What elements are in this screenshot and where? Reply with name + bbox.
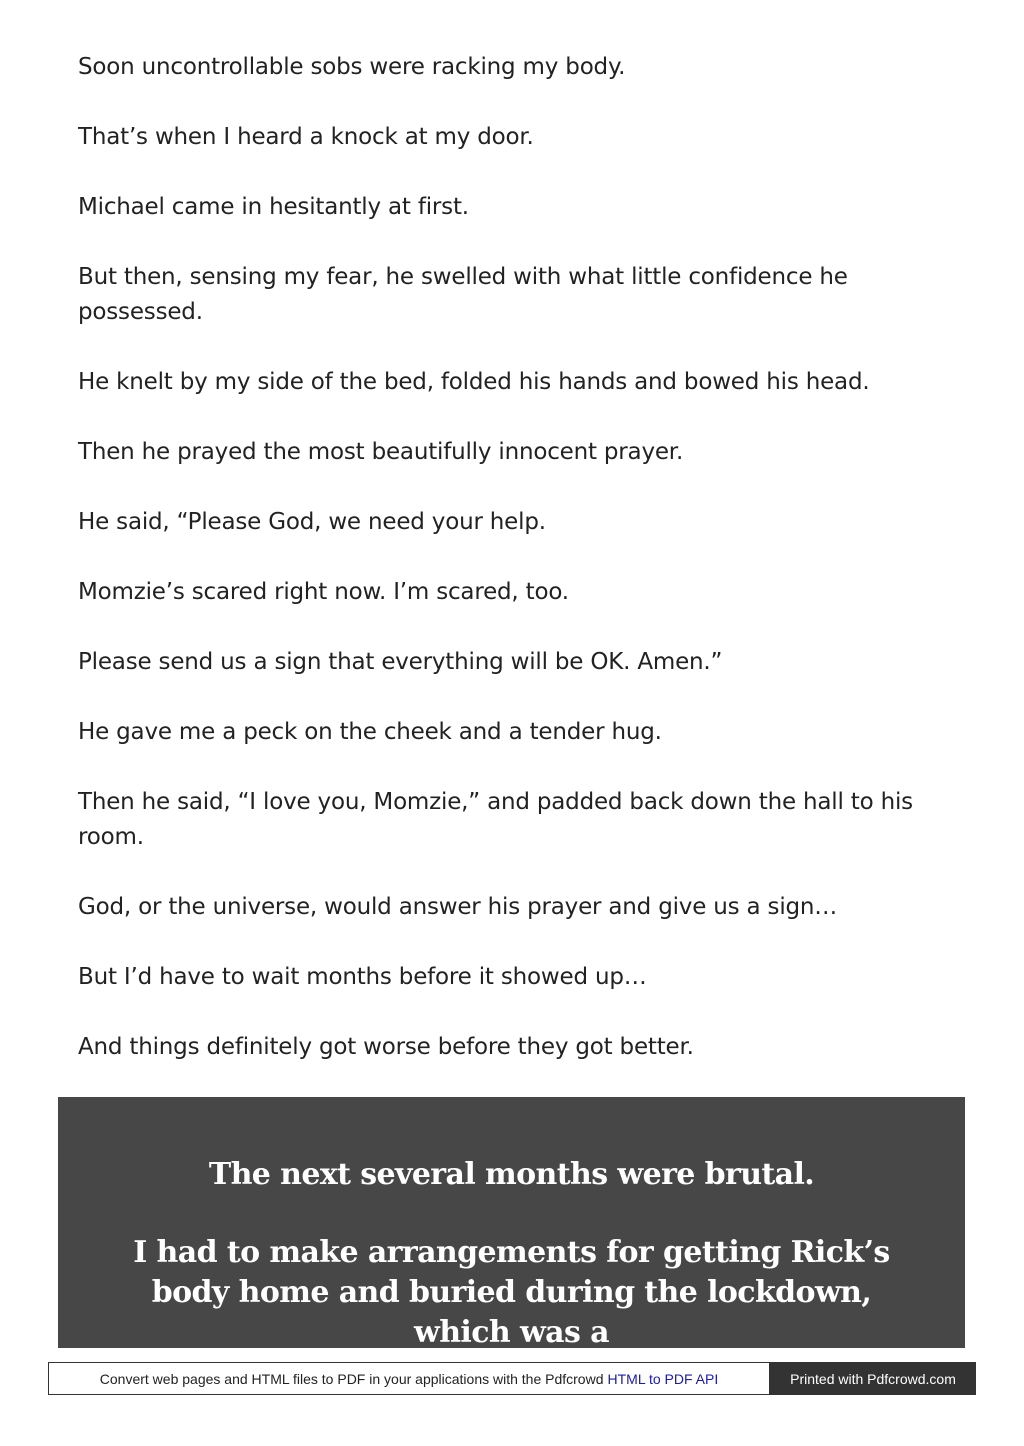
- paragraph: He said, “Please God, we need your help.: [78, 509, 546, 535]
- paragraph: Michael came in hesitantly at first.: [78, 194, 469, 220]
- paragraph: And things definitely got worse before they got better.: [78, 1034, 694, 1060]
- paragraph: Soon uncontrollable sobs were racking my body.: [78, 54, 626, 80]
- article-body: [78, 50, 938, 1100]
- callout-box: [58, 1097, 965, 1348]
- pdfcrowd-footer: [48, 1362, 976, 1395]
- html-to-pdf-api-link[interactable]: HTML to PDF API: [607, 1370, 719, 1387]
- paragraph: Then he prayed the most beautifully innocent prayer.: [78, 439, 684, 465]
- printed-with-badge[interactable]: Printed with Pdfcrowd.com: [770, 1362, 976, 1395]
- paragraph: God, or the universe, would answer his prayer and give us a sign…: [78, 894, 838, 920]
- paragraph: Then he said, “I love you, Momzie,” and padded back down the hall to his room.: [78, 789, 913, 850]
- callout-line-1: The next several months were brutal.: [208, 1157, 815, 1192]
- paragraph: He gave me a peck on the cheek and a tender hug.: [78, 719, 662, 745]
- paragraph: Please send us a sign that everything will be OK. Amen.”: [78, 649, 723, 675]
- paragraph: But then, sensing my fear, he swelled with what little confidence he possessed.: [78, 264, 848, 325]
- paragraph: But I’d have to wait months before it showed up…: [78, 964, 647, 990]
- paragraph: Momzie’s scared right now. I’m scared, too.: [78, 579, 569, 605]
- footer-text: Convert web pages and HTML files to PDF in your applications with the Pdfcrowd: [99, 1370, 604, 1387]
- callout-line-2: I had to make arrangements for getting Rick’s body home and buried during the lockdown, which was a: [133, 1235, 890, 1350]
- paragraph: He knelt by my side of the bed, folded his hands and bowed his head.: [78, 369, 870, 395]
- footer-promo: [48, 1362, 770, 1395]
- paragraph: That’s when I heard a knock at my door.: [78, 124, 534, 150]
